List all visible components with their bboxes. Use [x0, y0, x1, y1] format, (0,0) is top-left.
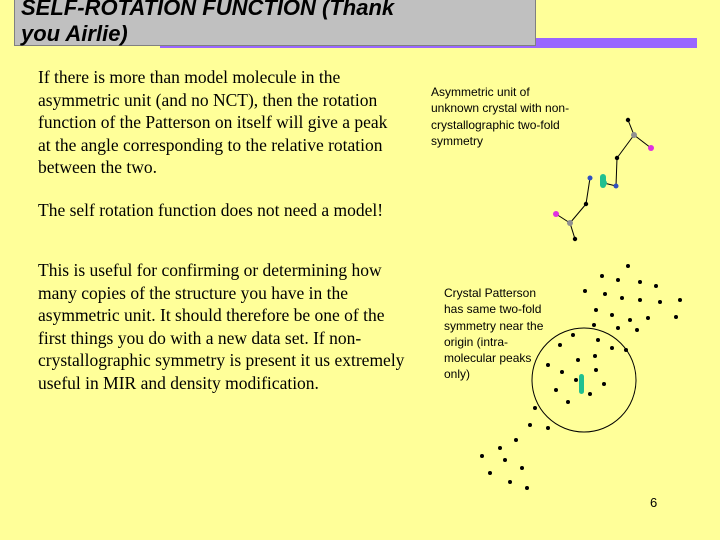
title-box	[14, 0, 536, 46]
molecule-lower	[556, 178, 590, 239]
patterson-caption: Crystal Patterson has same two-fold symmetry near the origin (intra-molecular peaks only)	[444, 286, 544, 382]
patterson-origin-peak	[579, 374, 584, 394]
molecule-lower-atoms	[553, 174, 606, 241]
molecule-upper-atoms	[601, 118, 654, 189]
slide-title: SELF-ROTATION FUNCTION (Thank you Airlie)	[21, 0, 395, 46]
paragraph-usefulness: This is useful for confirming or determining how many copies of the structure you have in the asymmetric unit. It should therefore be one of the first things you do with a new data set. If non-crystallographic symmetry is present it us extremely useful in MIR and density modification.	[38, 260, 405, 393]
paragraph-no-model: The self rotation function does not need a model!	[38, 200, 384, 220]
paragraph-self-rotation: If there is more than model molecule in the asymmetric unit (and no NCT), then the rotation function of the Patterson on itself will give a peak at the angle corresponding to the relative rotation between the two.	[38, 67, 388, 177]
molecule-upper	[604, 120, 651, 186]
asymmetric-unit-caption: Asymmetric unit of unknown crystal with non-crystallographic two-fold symmetry	[431, 85, 570, 148]
page-number: 6	[650, 495, 658, 510]
